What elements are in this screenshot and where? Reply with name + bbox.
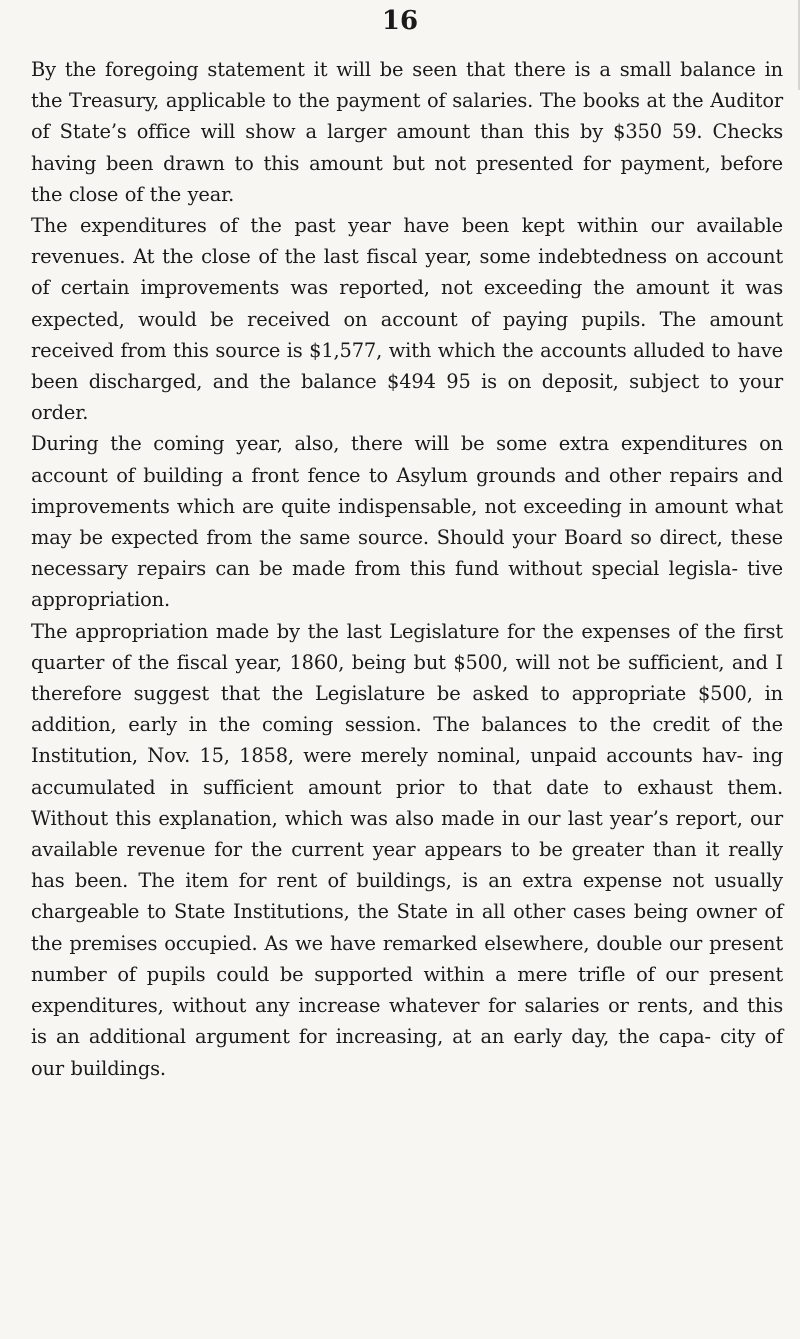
paragraph-treasury-balance: By the foregoing statement it will be seen that there is a small balance in the Treasury, applicable to the payment of salaries. The books at the Auditor of State’s office will show a larger amount than this by $350 59. Checks having been drawn to this amount but not presented for payment, before the close of the year. [31, 58, 783, 206]
paragraph-appropriation: The appropriation made by the last Legislature for the expenses of the first quarter of the fiscal year, 1860, being but $500, will not be sufficient, and I therefore suggest that the Legislature be asked to appropriate $500, in addition, early in the coming session. The balances to the credit of the Institution, Nov. 15, 1858, were merely nominal, unpaid accounts hav- ing accumulated in sufficient amount prior to that date to exhaust them. Without this explanation, which was also made in our last year’s report, our available revenue for the current year appears to be greater than it really has been. The item for rent of buildings, is an extra expense not usually chargeable to State Institutions, the State in all other cases being owner of the premises occupied. As we have remarked elsewhere, double our present number of pupils could be supported within a mere trifle of our present expenditures, without any increase whatever for salaries or rents, and this is an additional argument for increasing, at an early day, the capa- city of our buildings. [31, 619, 783, 1080]
paragraph-expenditures: The expenditures of the past year have been kept within our available revenues. At the close of the last fiscal year, some indebtedness on account of certain improvements was reported, not exceeding the amount it was expected, would be received on account of paying pupils. The amount received from this source is $1,577, with which the accounts alluded to have been discharged, and the balance $494 95 is on deposit, subject to your order. [31, 214, 783, 425]
body-text [31, 54, 783, 1084]
page-number: 16 [381, 6, 419, 36]
paragraph-coming-year: During the coming year, also, there will be some extra expenditures on account of building a front fence to Asylum grounds and other repairs and improvements which are quite indispensable, not exceeding in amount what may be expected from the same source. Should your Board so direct, these necessary repairs can be made from this fund without special legisla- tive appropriation. [31, 432, 783, 612]
